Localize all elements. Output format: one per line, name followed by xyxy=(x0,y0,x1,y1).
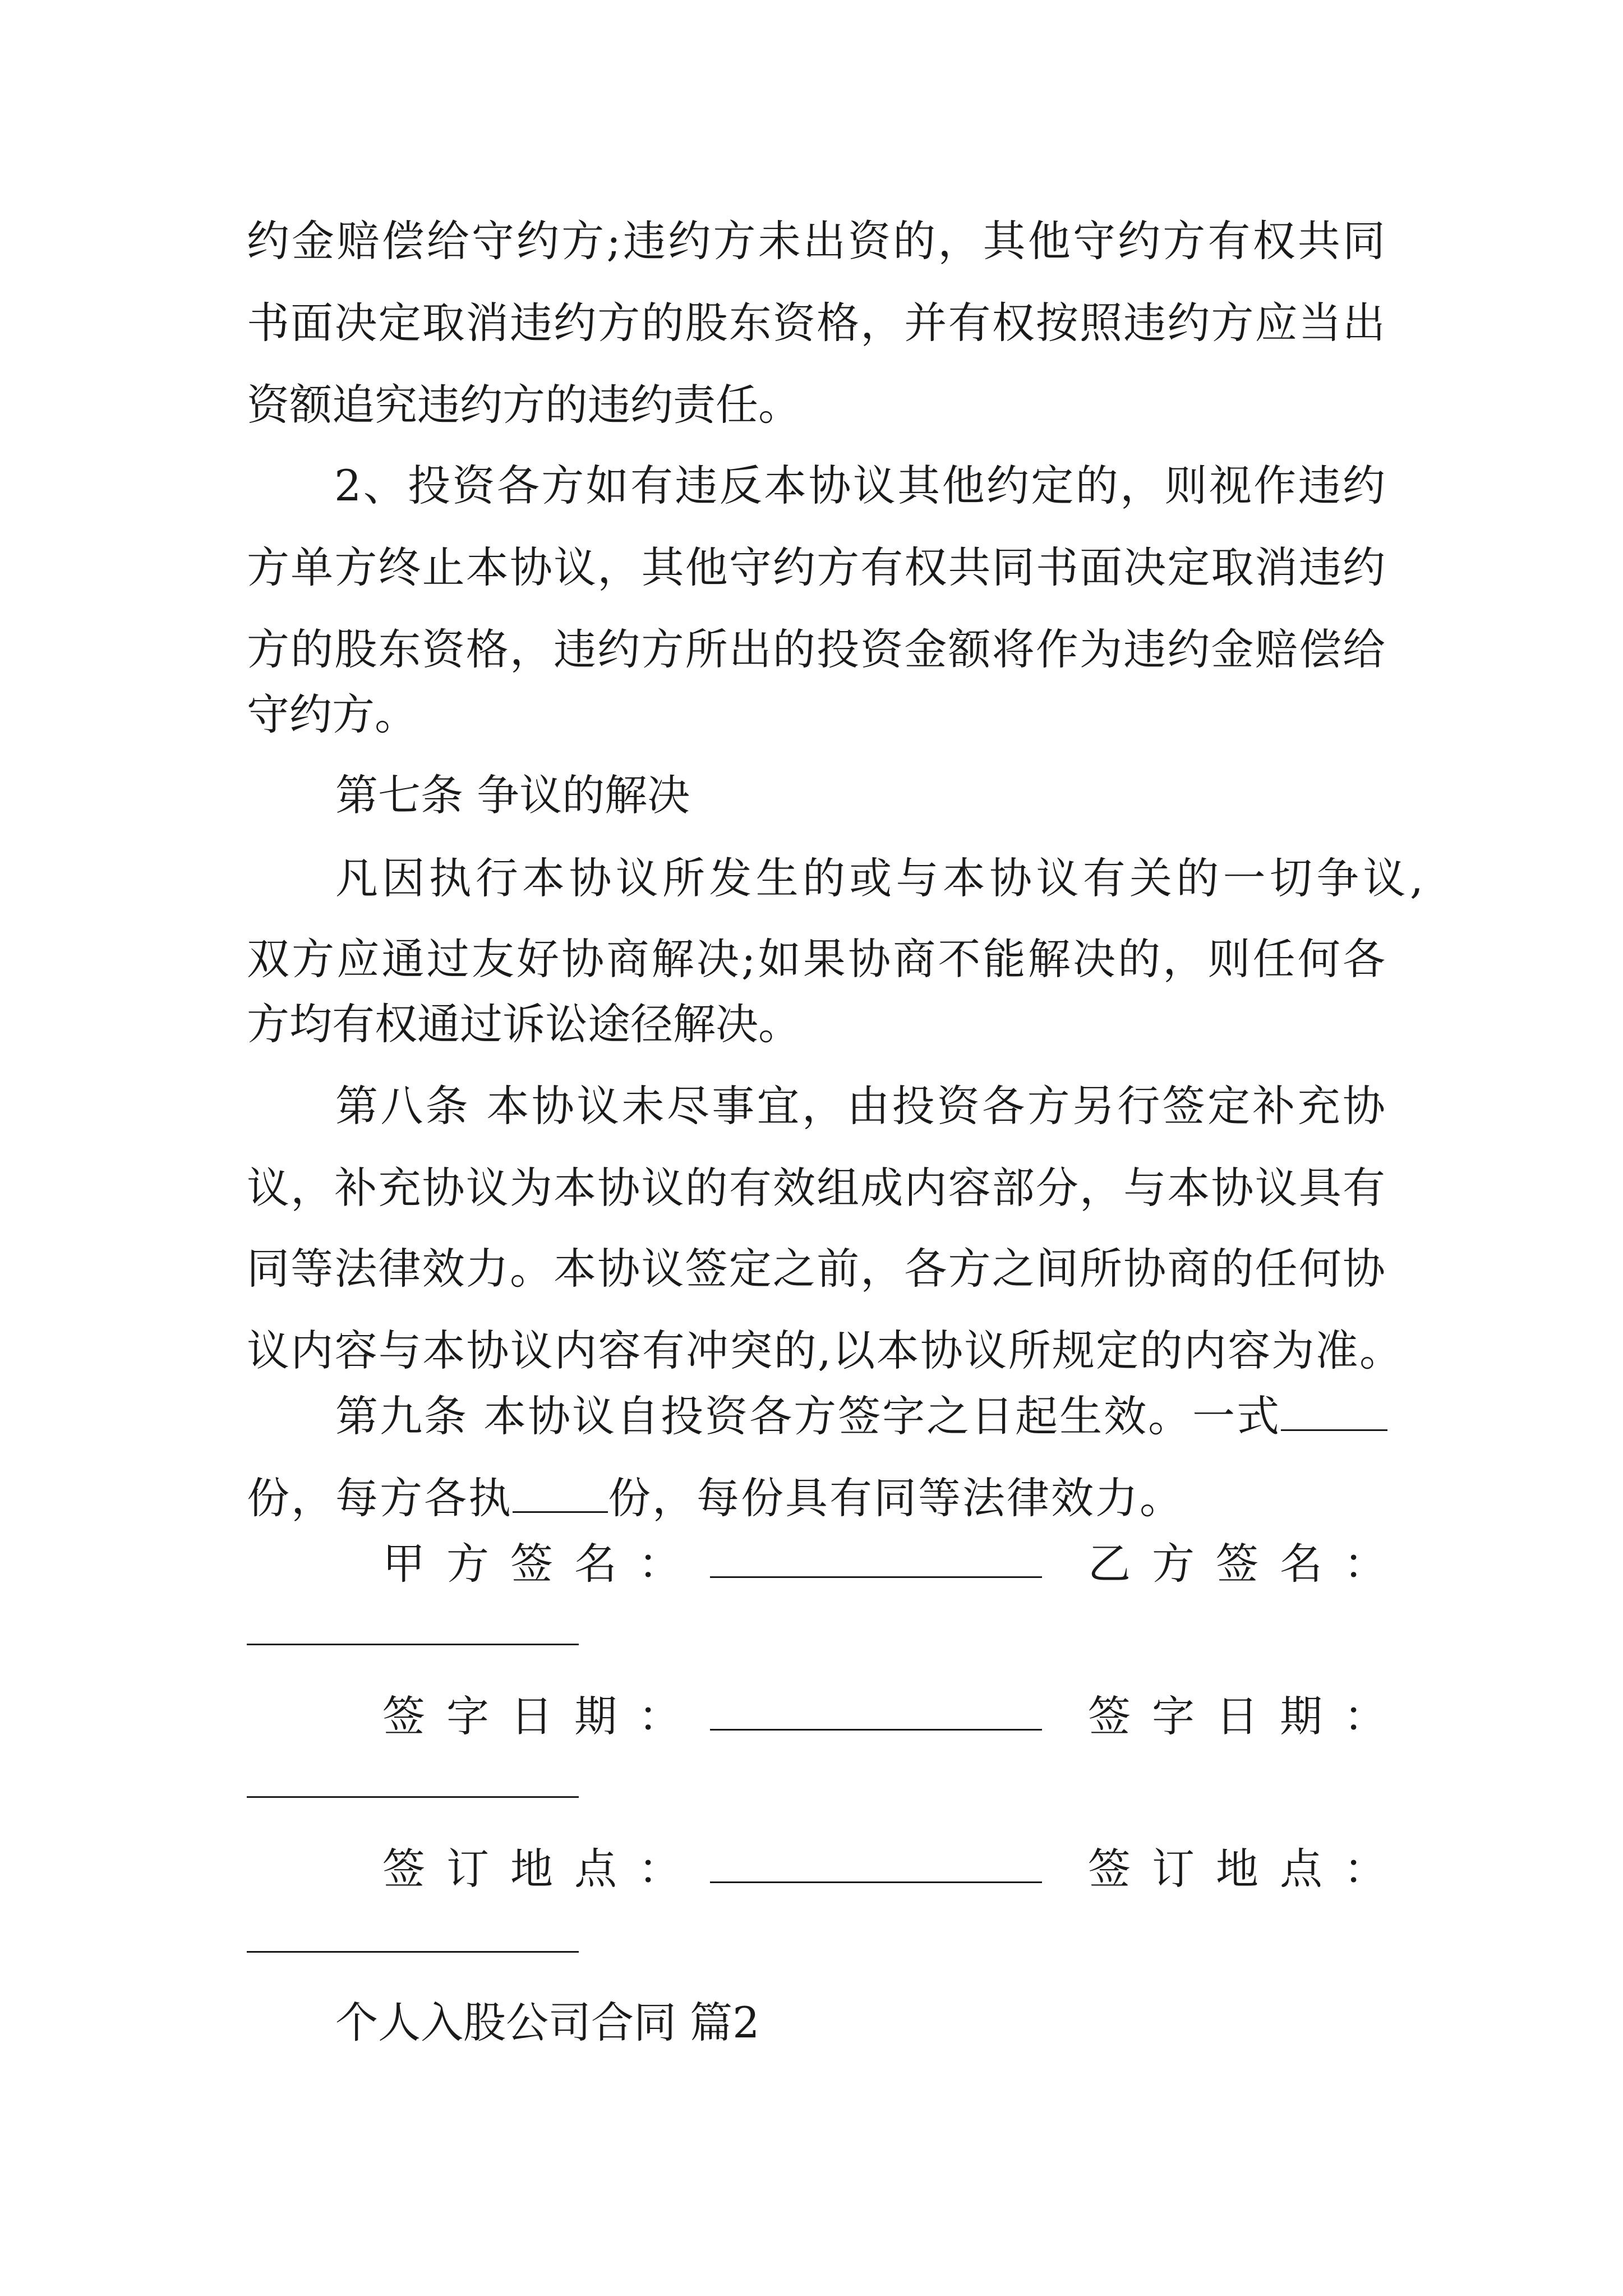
paragraph-line: 守约方。 xyxy=(247,689,417,739)
article-9-text: 份，每份具有同等法律效力。 xyxy=(608,1473,1184,1523)
article-9-text: 份，每方各执 xyxy=(247,1473,513,1523)
party-b-signature-label: 乙方签名： xyxy=(1088,1539,1408,1589)
party-b-place-field[interactable] xyxy=(247,1951,579,1953)
paragraph-line xyxy=(335,1391,1387,1441)
party-a-signature-field[interactable] xyxy=(710,1576,1042,1578)
section-heading: 个人入股公司合同 篇2 xyxy=(335,1998,760,2047)
article-heading: 第七条 争议的解决 xyxy=(335,770,690,820)
paragraph-line: 方单方终止本协议，其他守约方有权共同书面决定取消违约 xyxy=(247,542,1385,592)
paragraph-line xyxy=(247,1473,1184,1523)
paragraph-line: 同等法律效力。本协议签定之前，各方之间所协商的任何协 xyxy=(247,1244,1385,1294)
paragraph-line: 约金赔偿给守约方;违约方未出资的，其他守约方有权共同 xyxy=(247,216,1385,266)
party-b-place-label: 签订地点： xyxy=(1088,1844,1408,1894)
paragraph-line: 2、投资各方如有违反本协议其他约定的，则视作违约 xyxy=(334,461,1385,510)
paragraph-line: 议，补充协议为本协议的有效组成内容部分，与本协议具有 xyxy=(247,1163,1385,1213)
paragraph-line: 凡因执行本协议所发生的或与本协议有关的一切争议, xyxy=(335,853,1423,903)
party-a-date-label: 签字日期： xyxy=(382,1691,702,1741)
paragraph-line: 方的股东资格，违约方所出的投资金额将作为违约金赔偿给 xyxy=(247,624,1385,674)
party-b-date-label: 签字日期： xyxy=(1088,1691,1408,1741)
party-a-place-field[interactable] xyxy=(710,1881,1042,1883)
paragraph-line: 议内容与本协议内容有冲突的,以本协议所规定的内容为准。 xyxy=(247,1326,1402,1375)
party-b-signature-field[interactable] xyxy=(247,1644,579,1645)
paragraph-line: 资额追究违约方的违约责任。 xyxy=(247,380,801,430)
party-a-date-field[interactable] xyxy=(710,1729,1042,1731)
copies-each-blank[interactable] xyxy=(513,1476,608,1513)
paragraph-line: 第八条 本协议未尽事宜，由投资各方另行签定补充协 xyxy=(335,1081,1385,1131)
paragraph-line: 书面决定取消违约方的股东资格，并有权按照违约方应当出 xyxy=(247,298,1385,348)
article-9-text: 第九条 本协议自投资各方签字之日起生效。一式 xyxy=(335,1391,1281,1441)
copies-blank[interactable] xyxy=(1281,1395,1387,1431)
party-a-signature-label: 甲方签名： xyxy=(382,1539,702,1589)
party-b-date-field[interactable] xyxy=(247,1796,579,1798)
party-a-place-label: 签订地点： xyxy=(382,1844,702,1894)
paragraph-line: 方均有权通过诉讼途径解决。 xyxy=(247,999,801,1049)
paragraph-line: 双方应通过友好协商解决;如果协商不能解决的，则任何各 xyxy=(247,934,1385,984)
